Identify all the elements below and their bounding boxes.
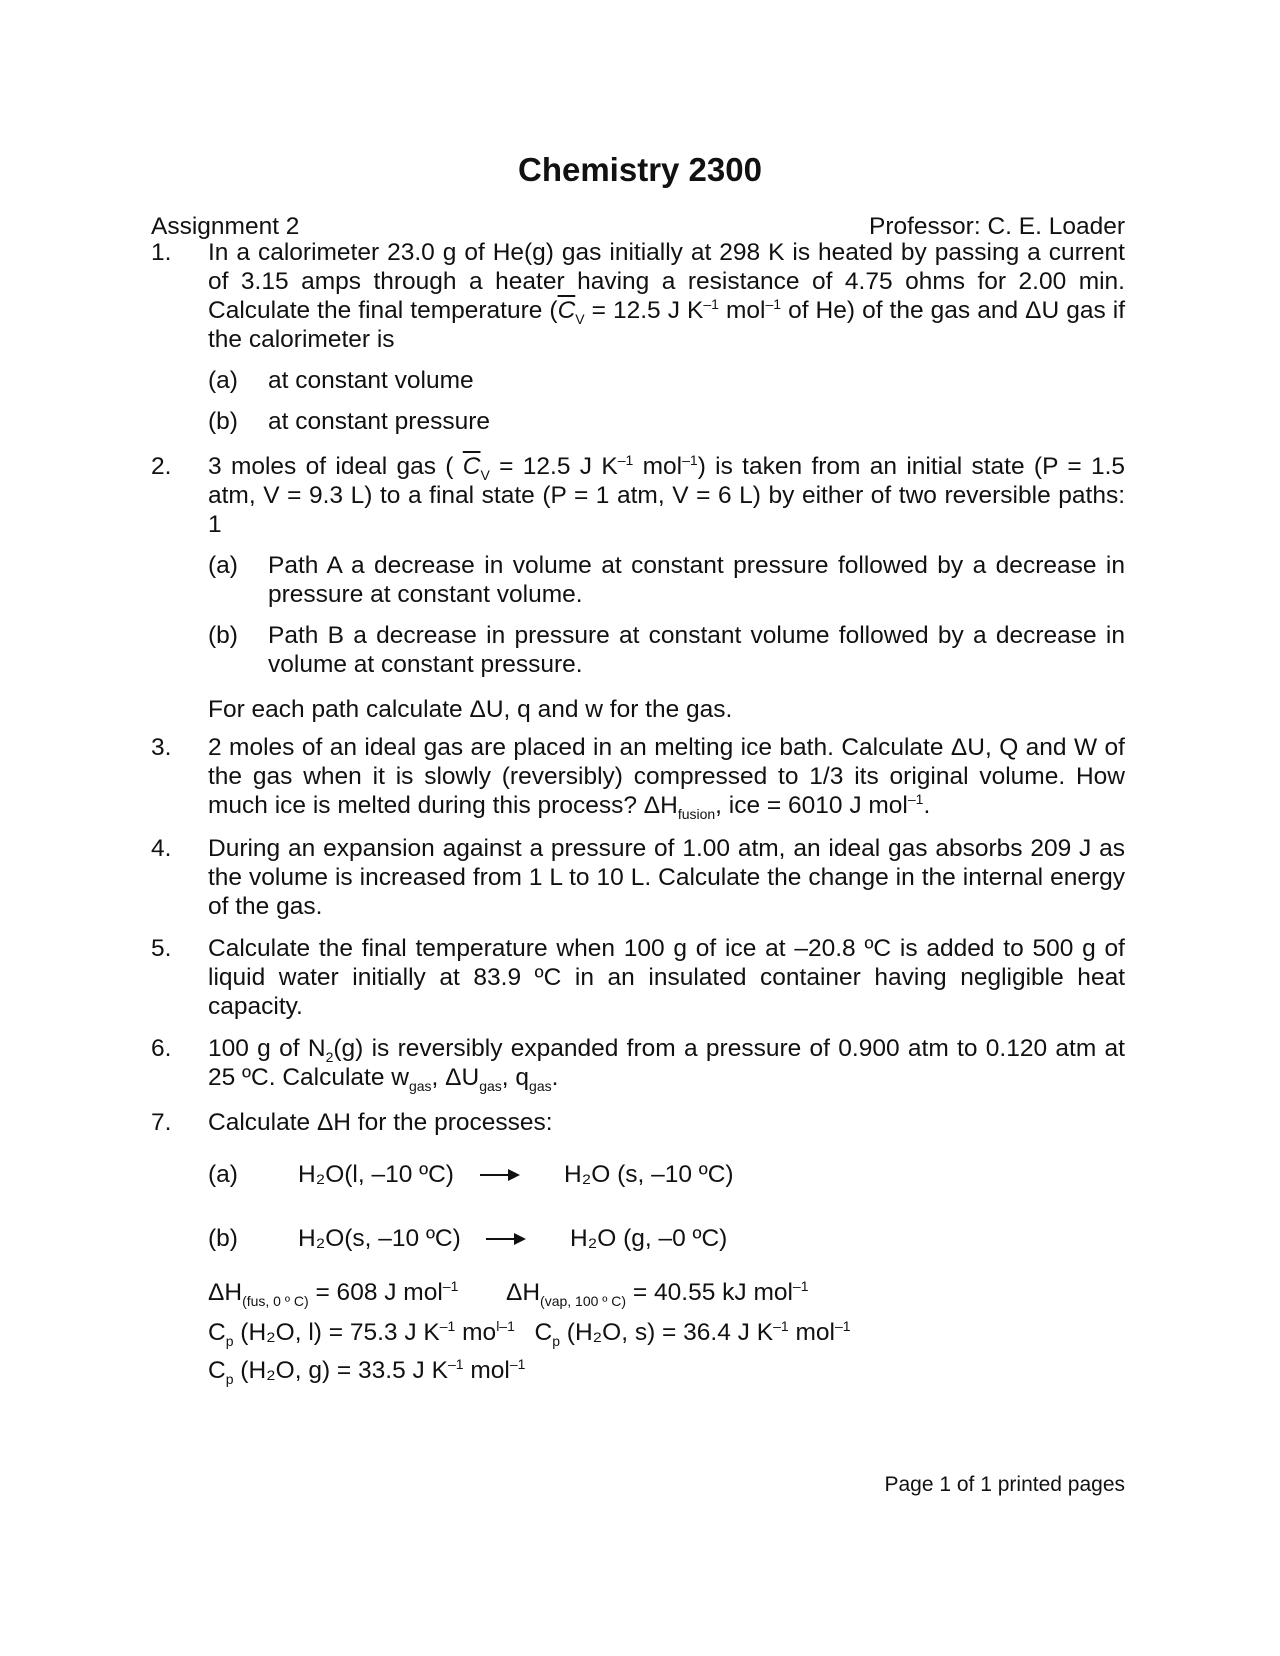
question-text: Calculate the final temperature when 100 g of ice at –20.8 ºC is added to 500 g of liquid water initially at 83.9 ºC in an insulated container having negligible heat capacity. bbox=[208, 935, 1125, 1020]
reaction-a bbox=[208, 1160, 908, 1190]
question-number: 4. bbox=[151, 835, 172, 862]
reactant: H₂O(s, –10 ºC) bbox=[298, 1225, 461, 1252]
heat-capacity-data-2: $C_p$ (H₂O, g) = 33.5 J $K^{-1}$ mol$^{-1}$ bbox=[208, 1355, 526, 1387]
sub-item-b: (b) Path B a decrease in pressure at constant volume followed by a decrease in volume at constant pressure. bbox=[208, 622, 1125, 678]
reaction-b bbox=[208, 1224, 908, 1254]
page-footer: Page 1 of 1 printed pages bbox=[884, 1473, 1125, 1496]
professor-label: Professor: C. E. Loader bbox=[868, 213, 1125, 240]
sub-item-a: (a) Path A a decrease in volume at constant pressure followed by a decrease in pressure at constant volume. bbox=[208, 552, 1125, 608]
question-text: 100 g of $N_2(g)$ is reversibly expanded from a pressure of 0.900 atm to 0.120 atm at 25 ºC. Calculate $w_{gas}$, $\Delta U_{gas}$, $q_{gas}$. bbox=[208, 1035, 1125, 1094]
assignment-label: Assignment 2 bbox=[151, 213, 300, 240]
question-text: In a calorimeter 23.0 g of He(g) gas initially at 298 K is heated by passing a current of 3.15 amps through a heater having a resistance of 4.75 ohms for 2.00 min. Calculate the final temperature ($\overline{C}_V = 12.5$ J $K^{-1}$ mol$^{-1}$ of He) of the gas and ΔU gas if the calorimeter is bbox=[208, 239, 1125, 353]
question-text: 3 moles of ideal gas ( $\overline{C}_V = 12.5$ J $K^{-1}$ mol$^{-1}$) is taken from an initial state (P = 1.5 atm, V = 9.3 L) to a final state (P = 1 atm, V = 6 L) by either of two reversible paths: 1 bbox=[208, 451, 1126, 538]
product: H₂O (s, –10 ºC) bbox=[564, 1161, 734, 1188]
question-2 bbox=[151, 452, 1125, 724]
heat-capacity-data-1: $C_p$ (H₂O, l) = 75.3 J $K^{-1}$ $mo^{l-1}$ $C_p$ (H₂O, s) = 36.4 J $K^{-1}$ mol$^{-1}$ bbox=[208, 1317, 851, 1349]
arrow-right-icon bbox=[486, 1238, 524, 1240]
question-4 bbox=[151, 834, 1125, 921]
question-text: 2 moles of an ideal gas are placed in an melting ice bath. Calculate ΔU, Q and W of the gas when it is slowly (reversibly) compressed to 1/3 its original volume. How much ice is melted during this process? $\Delta H_{fusion}$, ice = 6010 J mol$^{-1}$. bbox=[208, 734, 1125, 822]
arrow-right-icon bbox=[480, 1174, 518, 1176]
reaction-label: (b) bbox=[208, 1225, 238, 1252]
question-6 bbox=[151, 1034, 1125, 1092]
question-number: 2. bbox=[151, 453, 172, 480]
header bbox=[151, 212, 1125, 241]
question-number: 3. bbox=[151, 734, 172, 761]
question-5 bbox=[151, 934, 1125, 1021]
reactant: H₂O(l, –10 ºC) bbox=[298, 1161, 454, 1188]
reaction-label: (a) bbox=[208, 1161, 238, 1188]
question-number: 6. bbox=[151, 1035, 172, 1062]
question-number: 7. bbox=[151, 1109, 172, 1136]
enthalpy-data: $\Delta H_{(fus, 0 º C)} = 608$ J mol$^{-1}$ $\Delta H_{(vap, 100 º C)} = 40.55$ kJ mol$^{-1}$ bbox=[208, 1277, 809, 1309]
question-text: During an expansion against a pressure of 1.00 atm, an ideal gas absorbs 209 J as the volume is increased from 1 L to 10 L. Calculate the change in the internal energy of the gas. bbox=[208, 835, 1125, 920]
question-number: 1. bbox=[151, 239, 172, 266]
question-number: 5. bbox=[151, 935, 172, 962]
sub-item-b: (b) at constant pressure bbox=[208, 408, 490, 435]
product: H₂O (g, –0 ºC) bbox=[570, 1225, 728, 1252]
question-3 bbox=[151, 733, 1125, 820]
page-title: Chemistry 2300 bbox=[518, 151, 762, 188]
sub-item-a: (a) at constant volume bbox=[208, 367, 474, 394]
question-followup: For each path calculate ΔU, q and w for the gas. bbox=[208, 696, 733, 723]
question-text: Calculate ΔH for the processes: bbox=[208, 1109, 553, 1136]
question-1 bbox=[151, 238, 1125, 436]
question-7 bbox=[151, 1108, 1125, 1137]
